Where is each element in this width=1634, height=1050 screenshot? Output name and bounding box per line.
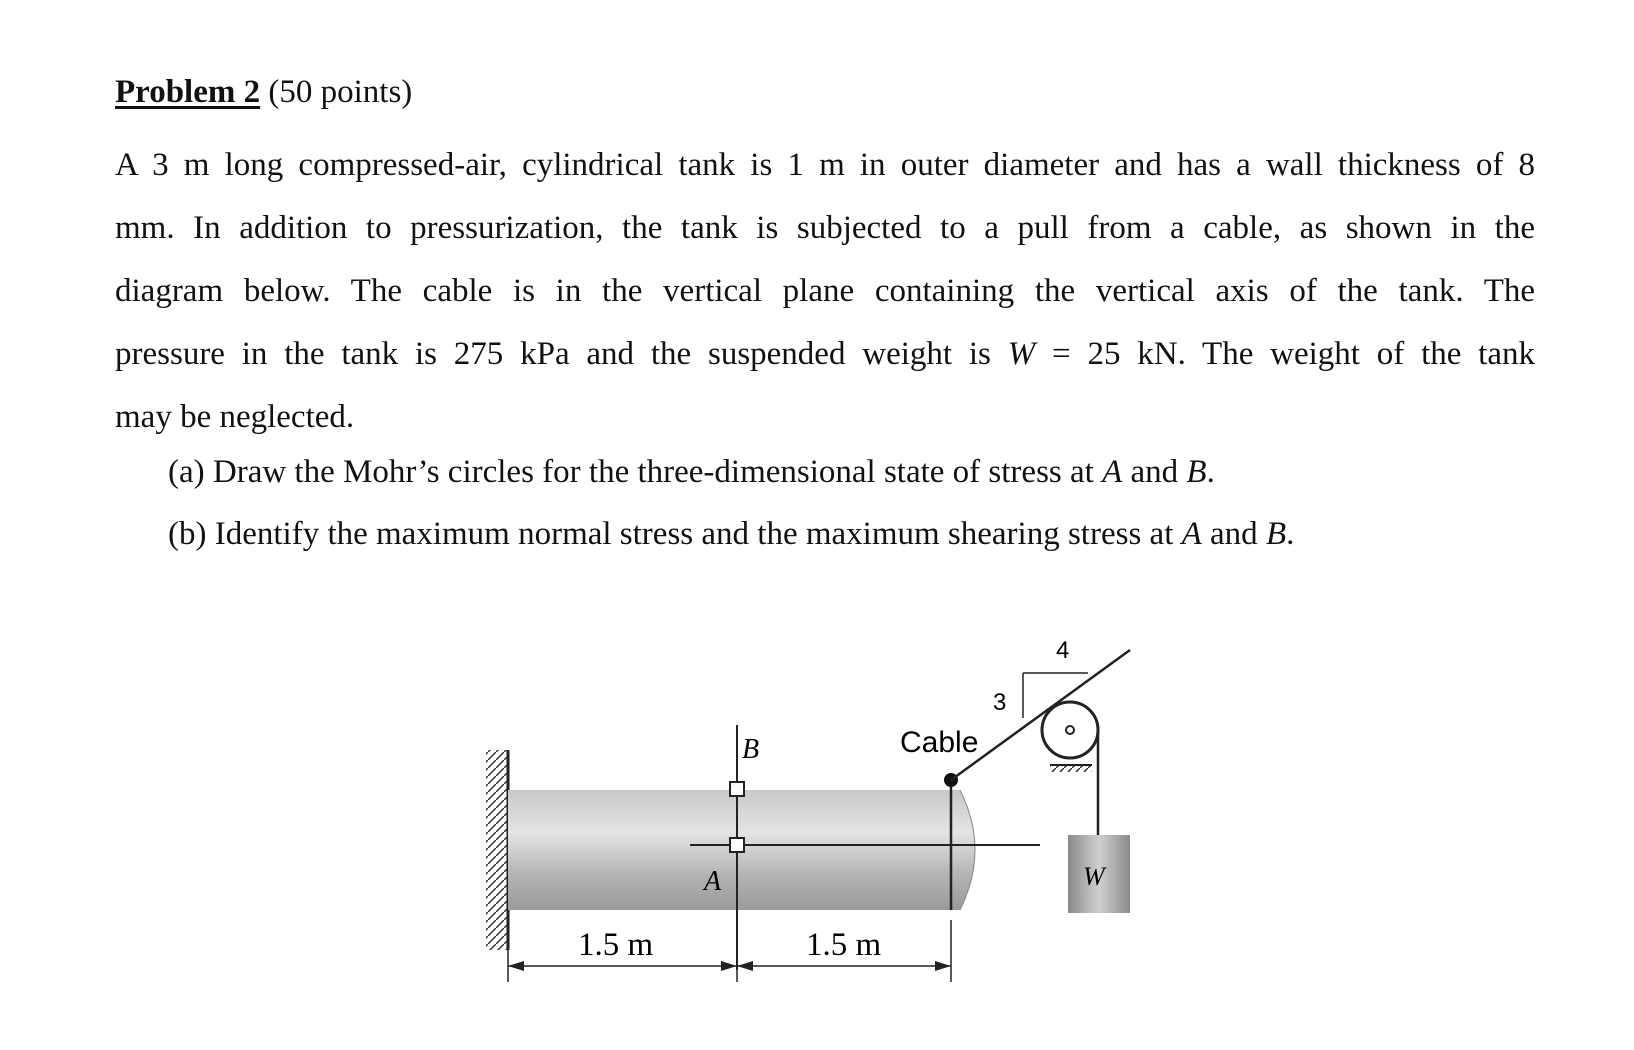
part-b-point-a: A [1181,516,1202,552]
part-a-point-b: B [1186,454,1207,490]
slope-run: 4 [1056,637,1070,664]
statement-line-4-tail: = 25 kN. The weight of the tank [1035,336,1535,372]
suspended-weight [1068,835,1130,913]
part-b-point-b: B [1265,516,1287,552]
statement-line-2: mm. In addition to pressurization, the tank is subjected to a pull from a cable, as shown in the [115,210,1535,246]
element-a-square [730,838,744,852]
weight-symbol: W [1007,336,1036,372]
element-b-square [730,782,744,796]
problem-title: Problem 2 [115,74,261,110]
cable [951,650,1130,780]
statement-line-1: A 3 m long compressed-air, cylindrical tank is 1 m in outer diameter and has a wall thickness of 8 [115,147,1535,183]
dim-right-label: 1.5 m [806,927,882,963]
label-a: A [704,866,722,897]
label-cable: Cable [900,726,979,759]
statement-line-4-text: pressure in the tank is 275 kPa and the suspended weight is [115,336,991,372]
part-a-point-a: A [1102,454,1123,490]
label-b: B [742,734,760,765]
part-b-end: . [1286,516,1295,552]
part-a-end: . [1206,454,1215,490]
part-a-and: and [1122,454,1187,490]
problem-points: (50 points) [268,74,413,110]
slope-rise: 3 [993,689,1007,716]
label-w: W [1083,862,1105,891]
fixed-wall [486,750,508,950]
statement-line-5: may be neglected. [115,399,355,435]
statement-line-3: diagram below. The cable is in the vertical plane containing the vertical axis of the tank. The [115,273,1535,309]
dim-left-label: 1.5 m [578,927,654,963]
part-b-and: and [1201,516,1266,552]
pulley [1042,702,1098,772]
part-b-text: (b) Identify the maximum normal stress and the maximum shearing stress at [168,516,1174,552]
label-b-group [737,725,759,765]
part-a-text: (a) Draw the Mohr’s circles for the three-dimensional state of stress at [168,454,1094,490]
dimension-lines [508,920,951,982]
